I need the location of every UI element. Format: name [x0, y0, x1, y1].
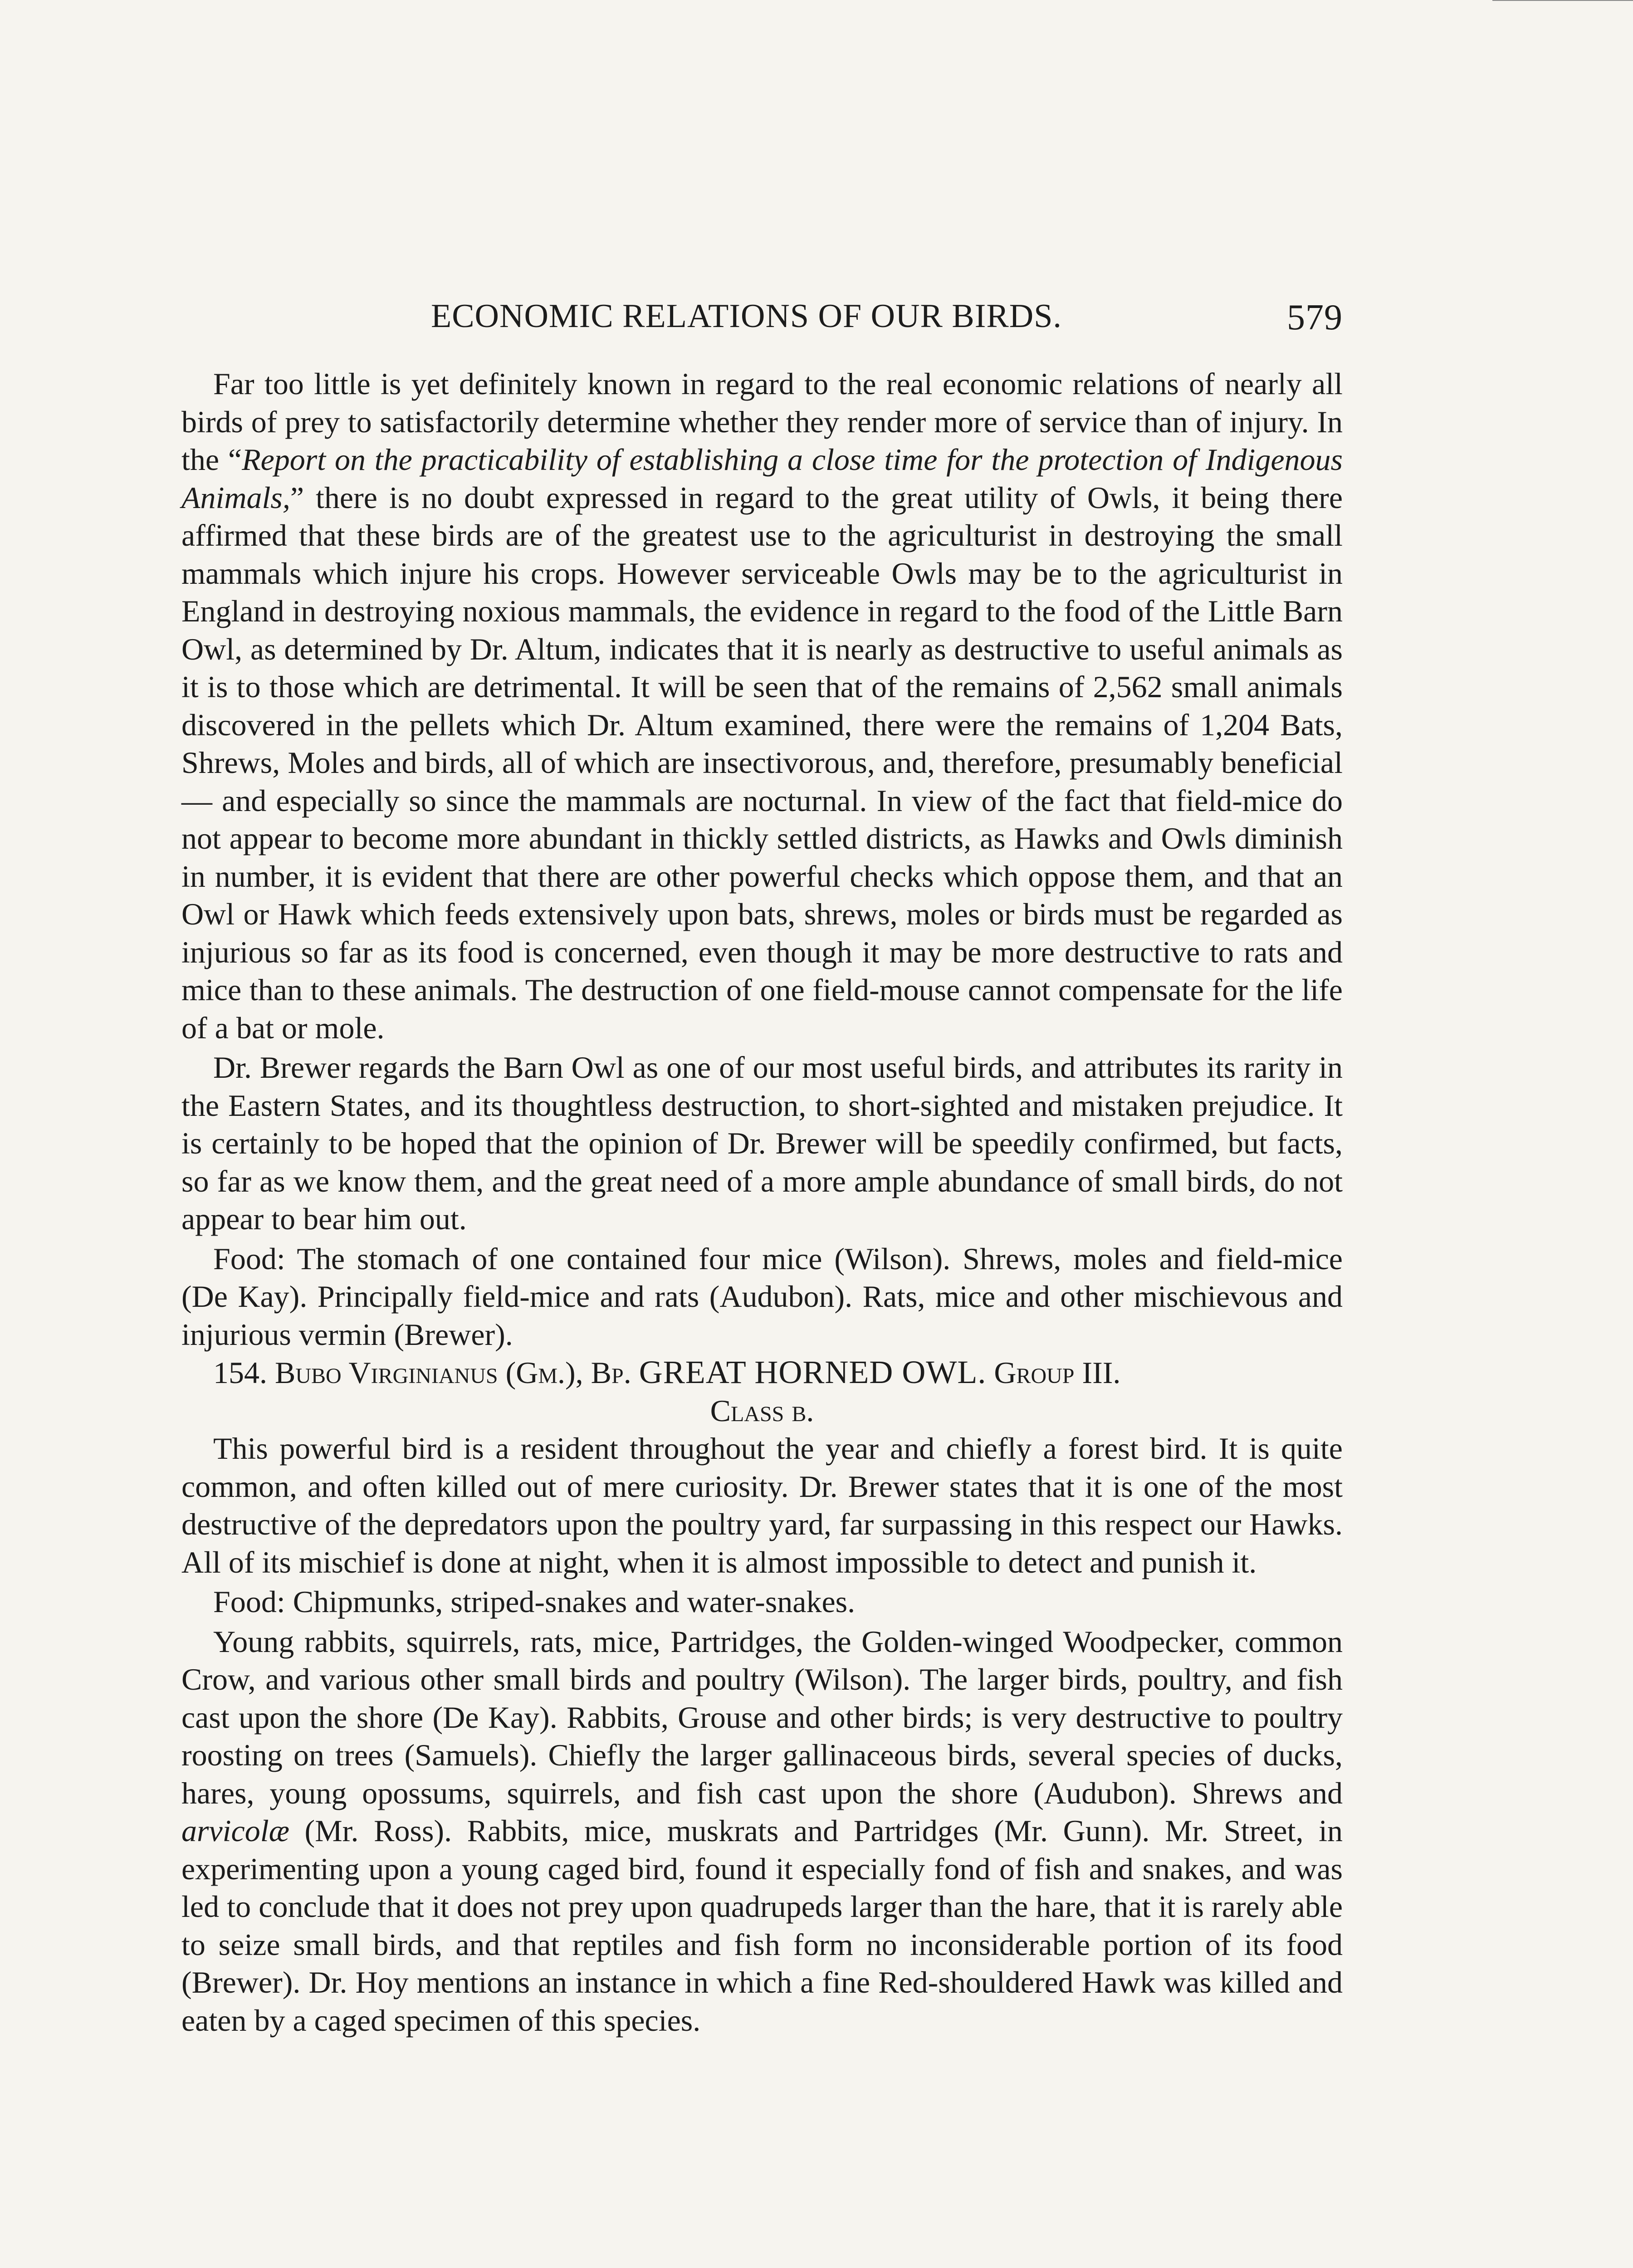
running-head — [181, 297, 1343, 347]
paragraph-horned-owl-food — [181, 1623, 1343, 2040]
top-edge-rule — [1492, 0, 1633, 5]
report-title-italic: Report on the practicability of establishing a close time for the protection of Indigenous Animals, — [181, 442, 1343, 515]
species-common-name: GREAT HORNED OWL. — [639, 1354, 987, 1390]
paragraph-barn-owl-economics — [181, 365, 1343, 1047]
species-group: Group III. — [994, 1355, 1121, 1390]
running-head-title: ECONOMIC RELATIONS OF OUR BIRDS. — [431, 298, 1062, 335]
arvicolae-italic: arvicolæ — [181, 1813, 289, 1848]
page-number: 579 — [1287, 298, 1343, 337]
paragraph-brewer-opinion: Dr. Brewer regards the Barn Owl as one of our most useful birds, and attributes its rarity in the Eastern States, and its thoughtless destruction, to short-sighted and mistaken prejudice. It is certainly to be hoped that the opinion of Dr. Brewer will be speedily confirmed, but facts, so far as we know them, and the great need of a more ample abundance of small birds, do not appear to bear him out. — [181, 1050, 1343, 1236]
paragraph-text: Young rabbits, squirrels, rats, mice, Partridges, the Golden-winged Woodpecker, common Crow, and various other small birds and poultry (Wilson). The larger birds, poultry, and fish cast upon the shore (De Kay). Rabbits, Grouse and other birds; is very destructive to poultry roosting on trees (Samuels). Chiefly the larger gallinaceous birds, several species of ducks, hares, young opossums, squirrels, and fish cast upon the shore (Audubon). Shrews and — [181, 1624, 1343, 1810]
paragraph-text: Far too little is yet definitely known in regard to the real economic relations of nearly all birds of prey to satisfactorily determine whether they render more of service than of injury. In the “ — [181, 367, 1343, 477]
paragraph-barn-owl-food: Food: The stomach of one contained four mice (Wilson). Shrews, moles and field-mice (De Kay). Principally field-mice and rats (Audubon). Rats, mice and other mischievous and injurious vermin (Brewer). — [181, 1241, 1343, 1352]
paragraph-text: ” there is no doubt expressed in regard to the great utility of Owls, it being there affirmed that these birds are of the greatest use to the agriculturist in destroying the small mammals which injure his crops. However serviceable Owls may be to the agriculturist in England in destroying noxious mammals, the evidence in regard to the food of the Little Barn Owl, as determined by Dr. Altum, indicates that it is nearly as destructive to useful animals as it is to those which are detrimental. It will be seen that of the remains of 2,562 small animals discovered in the pellets which Dr. Altum examined, there were the remains of 1,204 Bats, Shrews, Moles and birds, all of which are insectivorous, and, therefore, presumably beneficial — and especially so since the mammals are nocturnal. In view of the fact that field-mice do not appear to become more abundant in thickly settled districts, as Hawks and Owls diminish in number, it is evident that there are other powerful checks which oppose them, and that an Owl or Hawk which feeds extensively upon bats, shrews, moles or birds must be regarded as injurious so far as its food is concerned, even though it may be more destructive to rats and mice than to these animals. The destruction of one field-mouse cannot compensate for the life of a bat or mole. — [181, 480, 1343, 1045]
paragraph-horned-owl-habits: This powerful bird is a resident throughout the year and chiefly a forest bird. It is quite common, and often killed out of mere curiosity. Dr. Brewer states that it is one of the most destructive of the depredators upon the poultry yard, far surpassing in this respect our Hawks. All of its mischief is done at night, when it is almost impossible to detect and punish it. — [181, 1431, 1343, 1579]
species-latin-name: Bubo Virginianus (Gm.), Bp. — [275, 1355, 631, 1390]
paragraph-text: (Mr. Ross). Rabbits, mice, muskrats and Partridges (Mr. Gunn). Mr. Street, in experimenting upon a young caged bird, found it especially fond of fish and snakes, and was led to conclude that it does not prey upon quadrupeds larger than the hare, that it is rarely able to seize small birds, and that reptiles and fish form no inconsiderable portion of its food (Brewer). Dr. Hoy mentions an instance in which a fine Red-shouldered Hawk was killed and eaten by a caged specimen of this species. — [181, 1813, 1343, 2038]
species-class: Class b. — [710, 1393, 814, 1428]
species-heading — [181, 1354, 1343, 1392]
body-text — [181, 365, 1343, 2039]
paragraph-horned-owl-food-intro: Food: Chipmunks, striped-snakes and water-snakes. — [213, 1584, 856, 1619]
species-number: 154. — [213, 1355, 267, 1390]
